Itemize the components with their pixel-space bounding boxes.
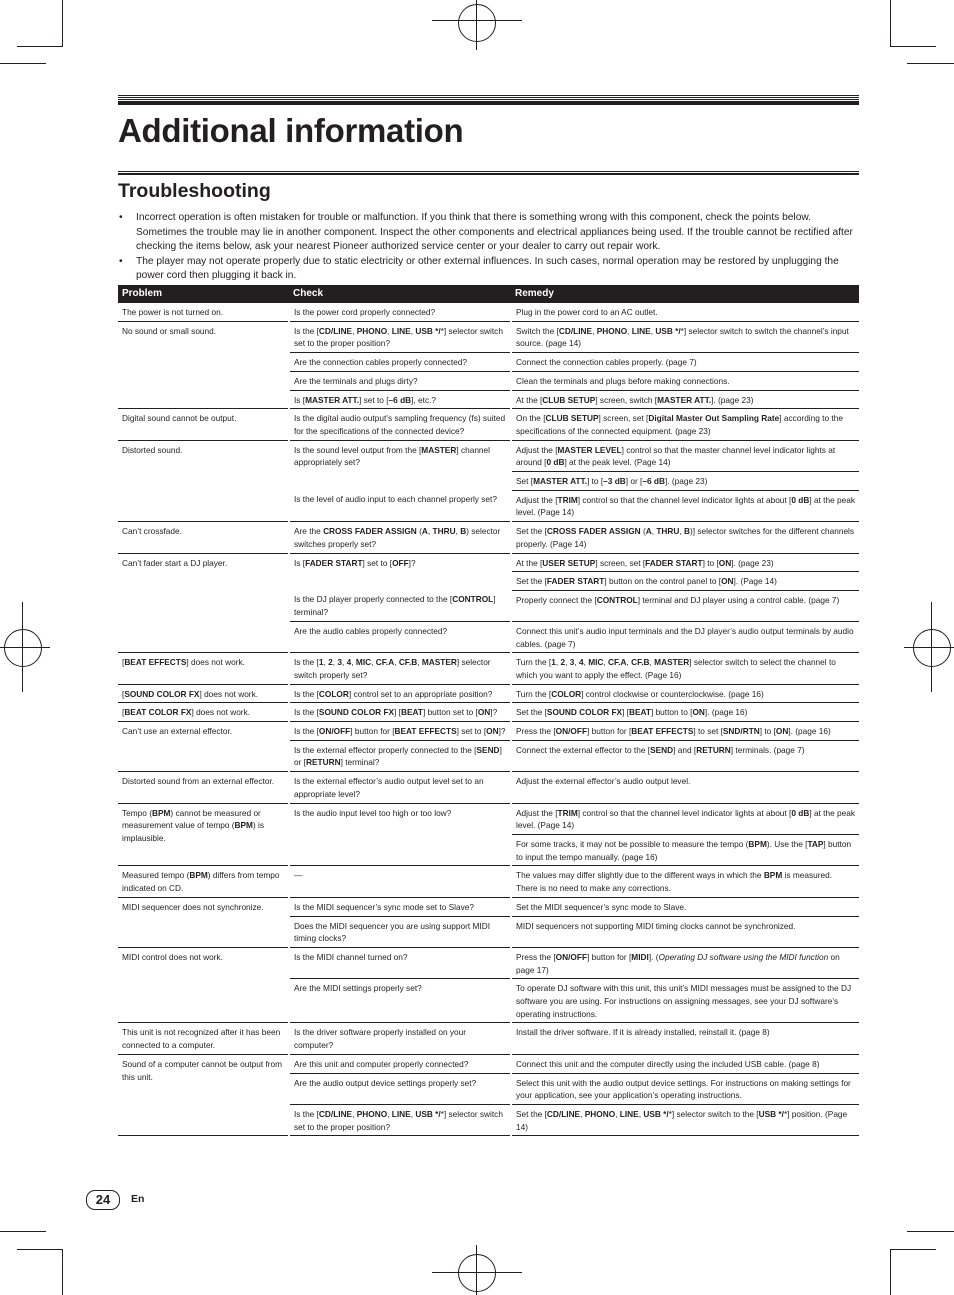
check-cell: Is the external effector’s audio output level set to an appropriate level? [289,772,511,803]
remedy-cell: Select this unit with the audio output device settings. For instructions on making settings for your application, see your application’s operating instructions. [511,1073,859,1104]
section-rule [118,171,859,175]
check-cell: Is the audio input level too high or too low? [289,803,511,834]
problem-cell: Distorted sound. [118,440,289,522]
problem-cell: Tempo (BPM) cannot be measured or measurement value of tempo (BPM) is implausible. [118,803,289,866]
remedy-cell: Connect the external effector to the [SEND] and [RETURN] terminals. (page 7) [511,740,859,771]
remedy-cell: Adjust the [MASTER LEVEL] control so that the master channel level indicator lights at around [0 dB] at the peak level. (Page 14) [511,440,859,471]
problem-cell: MIDI control does not work. [118,947,289,1023]
remedy-cell: Turn the [COLOR] control clockwise or counterclockwise. (page 16) [511,684,859,703]
remedy-cell: Connect the connection cables properly. (page 7) [511,353,859,372]
check-cell: Are the terminals and plugs dirty? [289,371,511,390]
check-cell: Are the audio output device settings properly set? [289,1073,511,1104]
check-cell: Is the [CD/LINE, PHONO, LINE, USB */*] selector switch set to the proper position? [289,321,511,352]
check-cell: Are this unit and computer properly connected? [289,1054,511,1073]
check-cell: Are the audio cables properly connected? [289,621,511,652]
check-cell: Is the external effector properly connected to the [SEND] or [RETURN] terminal? [289,740,511,771]
problem-cell: Can’t fader start a DJ player. [118,553,289,653]
check-cell: Is the digital audio output’s sampling frequency (fs) suited for the specifications of the connected device? [289,409,511,440]
check-cell: Is the [COLOR] control set to an appropriate position? [289,684,511,703]
table-row [118,866,859,897]
table-row [118,321,859,352]
section-title: Troubleshooting [118,180,271,202]
header-problem: Problem [118,285,289,303]
problem-cell: [BEAT EFFECTS] does not work. [118,653,289,684]
remedy-cell: MIDI sequencers not supporting MIDI timing clocks cannot be synchronized. [511,916,859,947]
problem-cell: The power is not turned on. [118,303,289,321]
check-cell: Is [FADER START] set to [OFF]? [289,553,511,572]
remedy-cell: At the [CLUB SETUP] screen, switch [MASTER ATT.]. (page 23) [511,390,859,409]
check-cell: Does the MIDI sequencer you are using support MIDI timing clocks? [289,916,511,947]
check-cell: Is the DJ player properly connected to the [CONTROL] terminal? [289,590,511,621]
check-cell [289,572,511,591]
check-cell: Is the level of audio input to each channel properly set? [289,490,511,521]
intro-item: • Incorrect operation is often mistaken for trouble or malfunction. If you think that there is something wrong with this component, check the points below. Sometimes the trouble may lie in another component. Inspect the other components and electrical appliances being used. If the trouble cannot be rectified after checking the items below, ask your nearest Pioneer authorized service center or your dealer to carry out repair work. [118,211,859,255]
problem-cell: No sound or small sound. [118,321,289,409]
remedy-cell: Set the [CROSS FADER ASSIGN (A, THRU, B)] selector switches for the different channels properly. (Page 14) [511,522,859,553]
remedy-cell: Set the [CD/LINE, PHONO, LINE, USB */*] selector switch to the [USB */*] position. (Page 14) [511,1104,859,1135]
check-cell: Is the MIDI channel turned on? [289,947,511,978]
table-row [118,772,859,803]
table-row [118,440,859,471]
remedy-cell: Adjust the [TRIM] control so that the channel level indicator lights at about [0 dB] at the peak level. (Page 14) [511,803,859,834]
check-cell: Is the driver software properly installed on your computer? [289,1023,511,1054]
table-row [118,522,859,553]
check-cell: Is the MIDI sequencer’s sync mode set to Slave? [289,897,511,916]
table-row [118,1054,859,1073]
problem-cell: MIDI sequencer does not synchronize. [118,897,289,947]
page-title: Additional information [118,112,464,149]
remedy-cell: Connect this unit’s audio input terminals and the DJ player’s audio output terminals by audio cables. (page 7) [511,621,859,652]
check-cell: Is the power cord properly connected? [289,303,511,321]
problem-cell: Digital sound cannot be output. [118,409,289,440]
remedy-cell: Set the MIDI sequencer’s sync mode to Slave. [511,897,859,916]
remedy-cell: Adjust the [TRIM] control so that the channel level indicator lights at about [0 dB] at the peak level. (Page 14) [511,490,859,521]
header-check: Check [289,285,511,303]
troubleshooting-table [118,285,859,1136]
table-body [118,303,859,1136]
remedy-cell: Set the [SOUND COLOR FX] [BEAT] button to [ON]. (page 16) [511,703,859,722]
problem-cell: Can’t use an external effector. [118,722,289,772]
problem-cell: [BEAT COLOR FX] does not work. [118,703,289,722]
remedy-cell: The values may differ slightly due to the different ways in which the BPM is measured. There is no need to make any corrections. [511,866,859,897]
remedy-cell: Turn the [1, 2, 3, 4, MIC, CF.A, CF.B, MASTER] selector switch to select the channel to which you want to apply the effect. (Page 16) [511,653,859,684]
check-cell: Is [MASTER ATT.] set to [–6 dB], etc.? [289,390,511,409]
table-row [118,303,859,321]
problem-cell: Sound of a computer cannot be output from this unit. [118,1054,289,1136]
intro-item: • The player may not operate properly due to static electricity or other external influences. In such cases, normal operation may be restored by unplugging the power cord then plugging it back in. [118,255,859,284]
problem-cell: Measured tempo (BPM) differs from tempo indicated on CD. [118,866,289,897]
header-remedy: Remedy [511,285,859,303]
page-number: 24 [86,1190,120,1210]
table-row [118,897,859,916]
remedy-cell: Plug in the power cord to an AC outlet. [511,303,859,321]
check-cell: Is the [CD/LINE, PHONO, LINE, USB */*] selector switch set to the proper position? [289,1104,511,1135]
table-row [118,703,859,722]
table-row [118,722,859,741]
remedy-cell: Properly connect the [CONTROL] terminal and DJ player using a control cable. (page 7) [511,590,859,621]
title-rule [118,95,859,104]
check-cell: Is the [SOUND COLOR FX] [BEAT] button set to [ON]? [289,703,511,722]
check-cell: Is the sound level output from the [MASTER] channel appropriately set? [289,440,511,471]
table-row [118,409,859,440]
check-cell: Are the CROSS FADER ASSIGN (A, THRU, B) selector switches properly set? [289,522,511,553]
remedy-cell: Adjust the external effector’s audio output level. [511,772,859,803]
table-row [118,947,859,978]
remedy-cell: Connect this unit and the computer directly using the included USB cable. (page 8) [511,1054,859,1073]
check-cell: — [289,866,511,897]
remedy-cell: For some tracks, it may not be possible to measure the tempo (BPM). Use the [TAP] button to input the tempo manually. (page 16) [511,835,859,866]
problem-cell: This unit is not recognized after it has been connected to a computer. [118,1023,289,1054]
remedy-cell: Clean the terminals and plugs before making connections. [511,371,859,390]
remedy-cell: Set the [FADER START] button on the control panel to [ON]. (Page 14) [511,572,859,591]
remedy-cell: Press the [ON/OFF] button for [BEAT EFFECTS] to set [SND/RTN] to [ON]. (page 16) [511,722,859,741]
table-row [118,553,859,572]
check-cell: Is the [1, 2, 3, 4, MIC, CF.A, CF.B, MASTER] selector switch properly set? [289,653,511,684]
check-cell: Are the connection cables properly connected? [289,353,511,372]
remedy-cell: Press the [ON/OFF] button for [MIDI]. (Operating DJ software using the MIDI function on page 17) [511,947,859,978]
problem-cell: Distorted sound from an external effector. [118,772,289,803]
problem-cell: Can’t crossfade. [118,522,289,553]
remedy-cell: To operate DJ software with this unit, this unit’s MIDI messages must be assigned to the DJ software you are using. For instructions on assigning messages, see your DJ software’s operating instructions. [511,979,859,1023]
check-cell [289,835,511,866]
table-row [118,684,859,703]
problem-cell: [SOUND COLOR FX] does not work. [118,684,289,703]
table-row [118,653,859,684]
table-header-row [118,285,859,303]
remedy-cell: Install the driver software. If it is already installed, reinstall it. (page 8) [511,1023,859,1054]
remedy-cell: Switch the [CD/LINE, PHONO, LINE, USB */*] selector switch to switch the channel’s input source. (page 14) [511,321,859,352]
check-cell: Are the MIDI settings properly set? [289,979,511,1023]
table-row [118,1023,859,1054]
check-cell [289,472,511,491]
remedy-cell: At the [USER SETUP] screen, set [FADER START] to [ON]. (page 23) [511,553,859,572]
check-cell: Is the [ON/OFF] button for [BEAT EFFECTS] set to [ON]? [289,722,511,741]
intro-list [118,211,859,284]
table-row [118,803,859,834]
remedy-cell: On the [CLUB SETUP] screen, set [Digital Master Out Sampling Rate] according to the specifications of the connected equipment. (page 23) [511,409,859,440]
language-code: En [131,1193,145,1205]
remedy-cell: Set [MASTER ATT.] to [–3 dB] or [–6 dB]. (page 23) [511,472,859,491]
